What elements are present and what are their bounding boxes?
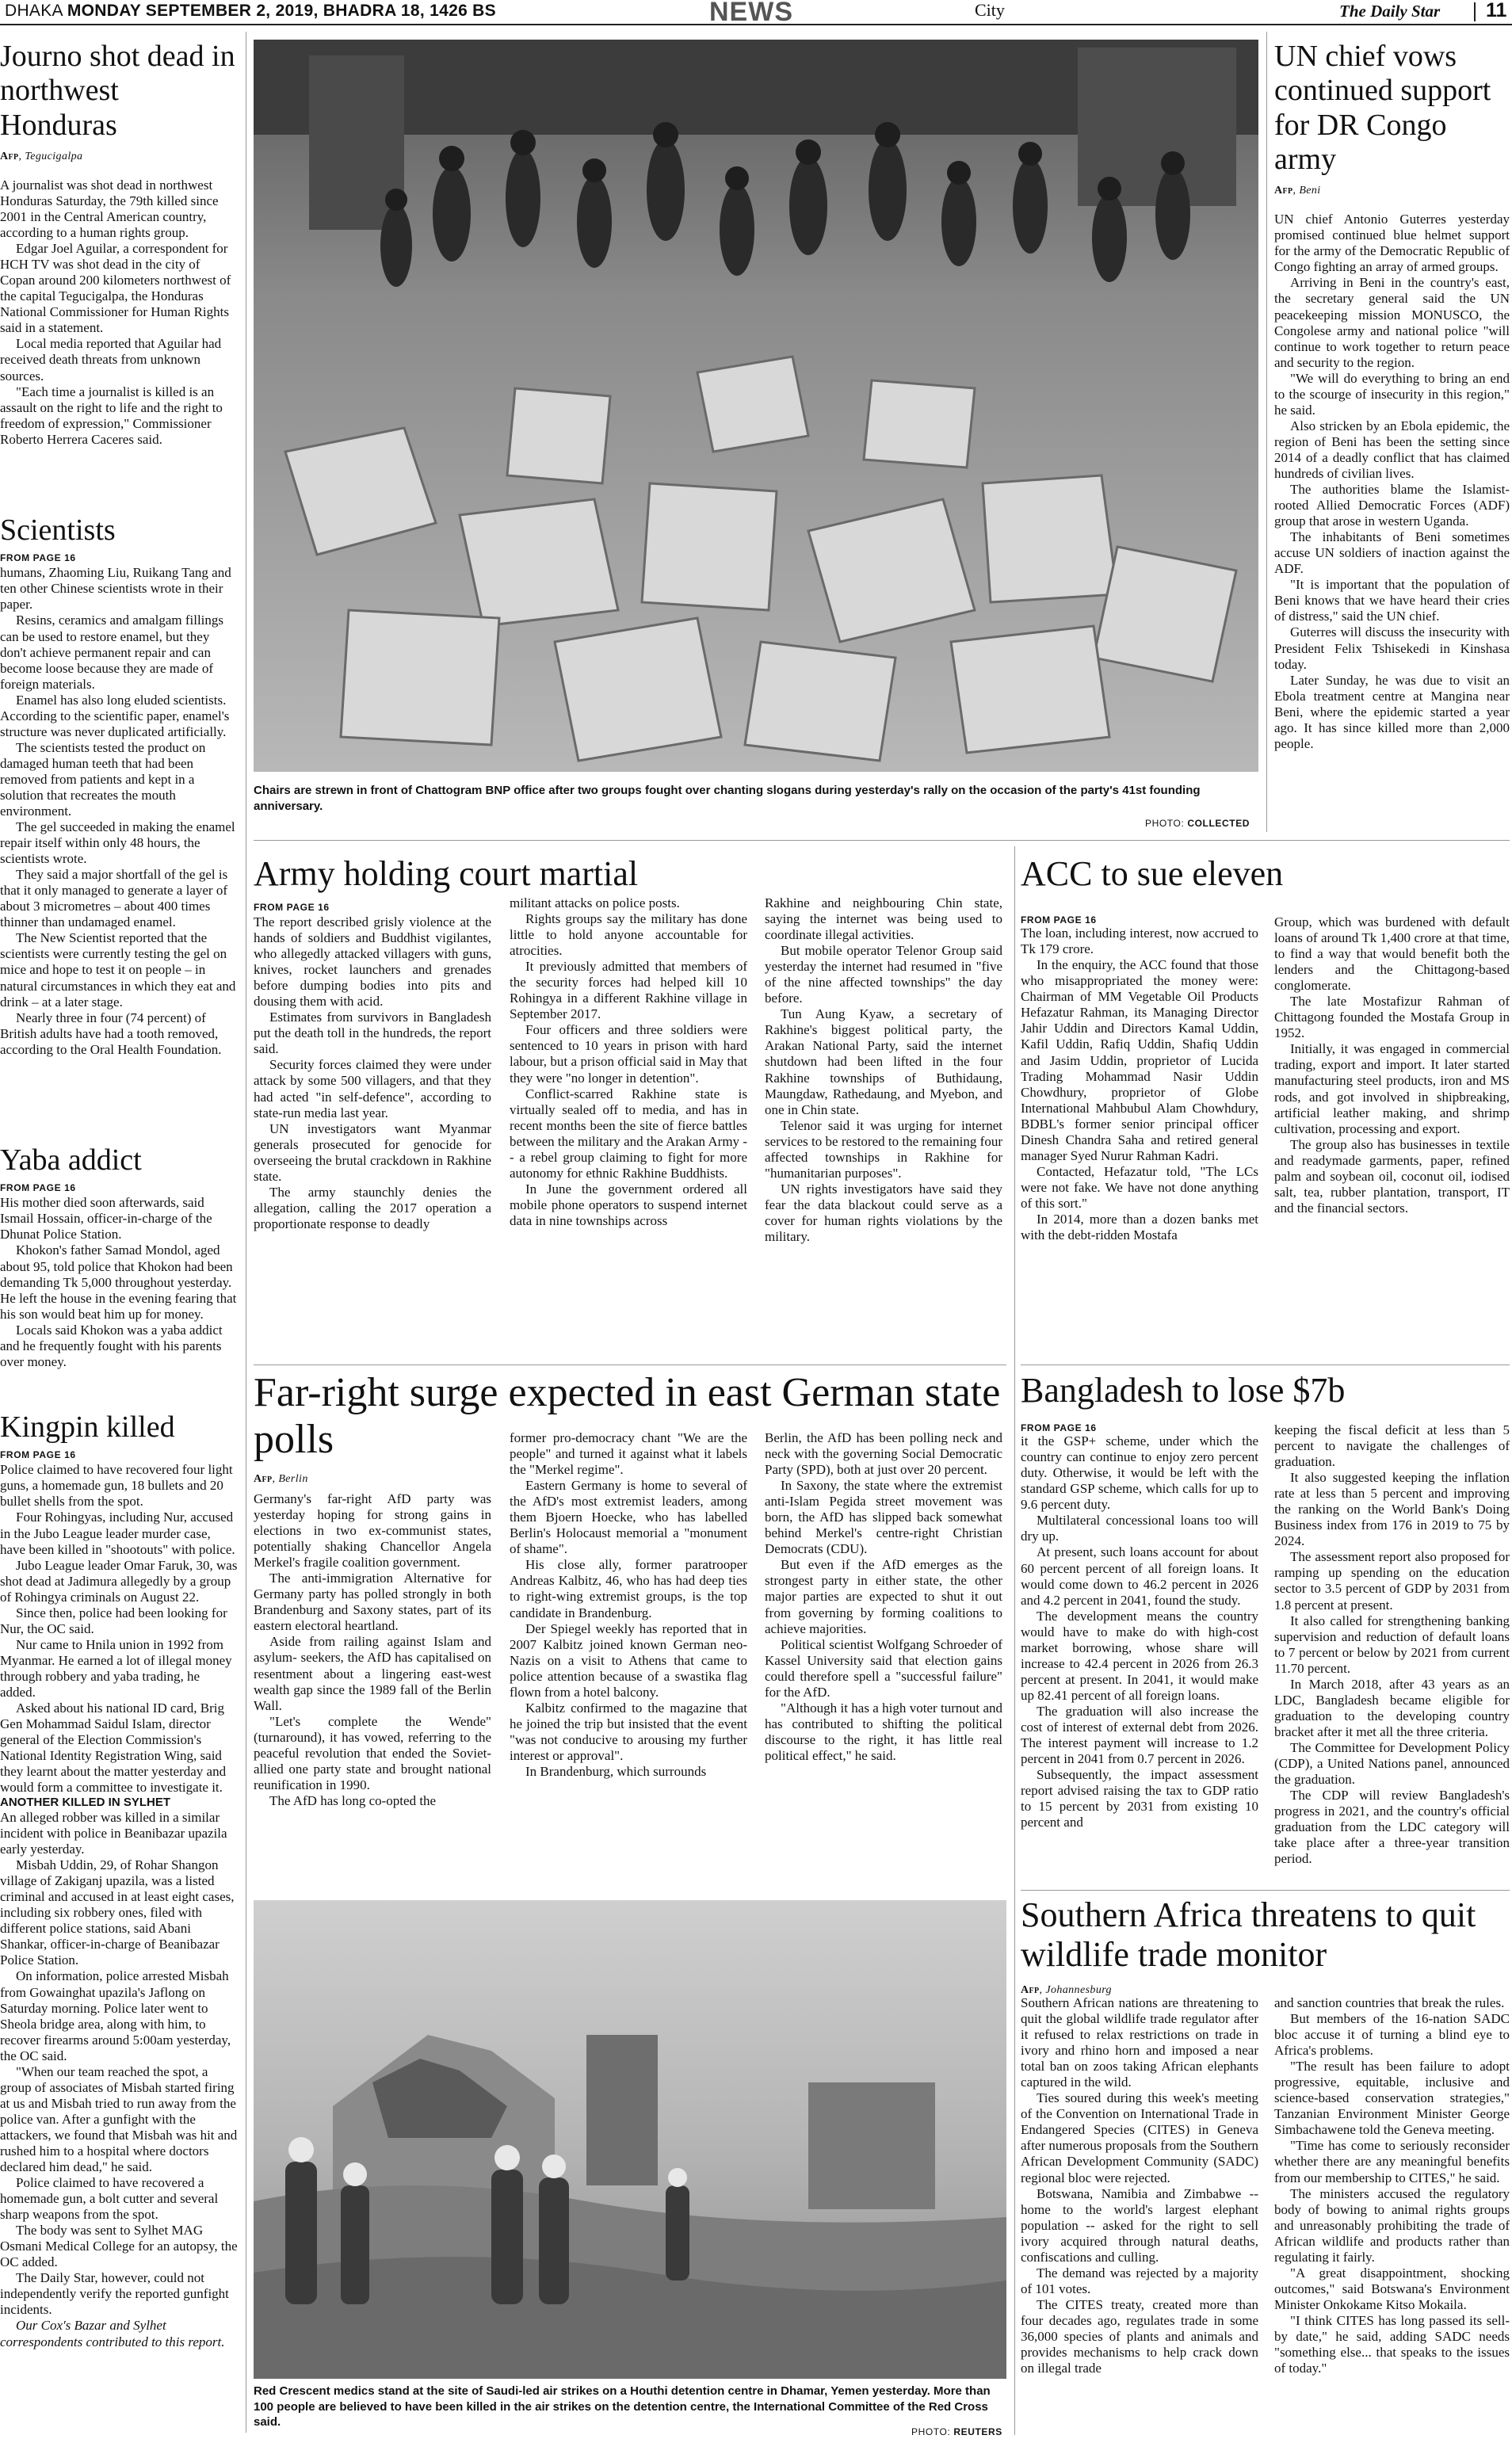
paragraph: Nur came to Hnila union in 1992 from Myanmar. He earned a lot of illegal money through robbery and yaba trading, he added. [0, 1636, 232, 1700]
article-column [1021, 914, 1258, 1358]
section-name: NEWS [709, 0, 793, 27]
paragraph: An alleged robber was killed in a similar incident with police in Beanibazar upazila early yesterday. [0, 1809, 227, 1857]
paragraph: But mobile operator Telenor Group said yesterday the internet had resumed in "five of the nine affected townships" the day before. [765, 943, 1002, 1006]
paragraph: Local media reported that Aguilar had received death threats from unknown sources. [0, 336, 222, 384]
newspaper-logo: The Daily Star [1339, 2, 1441, 21]
paragraph: Asked about his national ID card, Brig Gen Mohammad Saidul Islam, director general of the Election Commission's National Identity Registration Wing, said they learnt about the matter yesterday and would form a committee to investigate it. [0, 1700, 227, 1796]
paragraph: The New Scientist reported that the scientists were currently testing the gel on mice and hope to test it on people – in natural circumstances in which they eat and drink – at a later stage. [0, 930, 236, 1010]
article-column [510, 1430, 747, 1886]
paragraph: His mother died soon afterwards, said Ismail Hossain, officer-in-charge of the Dhunat Police Station. [0, 1195, 212, 1242]
article-byline: Afp, Tegucigalpa [0, 150, 83, 162]
article-southern-africa [1021, 1895, 1510, 1997]
paragraph: Subsequently, the impact assessment report advised raising the tax to GDP ratio to 15 percent by 2031 from existing 10 percent and [1021, 1767, 1258, 1830]
article-body [0, 177, 238, 448]
paragraph: Four officers and three soldiers were sentenced to 10 years in prison with hard labour, but a prison official said in May that they were "no longer in detention". [510, 1022, 747, 1086]
paragraph: Southern African nations are threatening to quit the global wildlife trade regulator after it refused to relax restrictions on trade in ivory and rhino horn and imposed a near total ban on zoos taking African elephants captured in the wild. [1021, 1995, 1258, 2090]
paragraph: His close ally, former paratrooper Andreas Kalbitz, 46, who has had deep ties to right-wing extremist groups, is the top candidate in Brandenburg. [510, 1557, 747, 1620]
paragraph: The CITES treaty, created more than four decades ago, regulates trade in some 36,000 species of plants and animals and provides mechanisms to help crack down on illegal trade [1021, 2296, 1258, 2376]
paragraph: The development means the country would have to make do with high-cost market borrowing, whose share will increase to 42.4 percent in 2026 from 26.3 percent at present. In 2041, it would make up 82.41 percent of all foreign loans. [1021, 1608, 1258, 1703]
paragraph: Edgar Joel Aguilar, a correspondent for HCH TV was shot dead in the city of Copan around 200 kilometers northwest of the capital Tegucigalpa, the Honduras National Commissioner for Human Rights said in a statement. [0, 241, 231, 336]
paragraph: In the enquiry, the ACC found that those who misappropriated the money were: Chairman of MM Vegetable Oil Products Hefazatur Rahman, its Managing Director Jahir Uddin and Directors Kamal Uddin, Kafil Uddin, Rafiq Uddin, Shafiq Uddin and Jasim Uddin, proprietor of Lucida Trading Mohammad Nasir Uddin Chowdhury, proprietor of Globe International Mahbubul Alam Chowhdury, BDBL's former senior principal officer Dinesh Chandra Saha and retired general manager Syed Nurur Rahman Kadri. [1021, 957, 1258, 1163]
credit-label: PHOTO: [1145, 818, 1185, 829]
paragraph: In June the government ordered all mobile phone operators to suspend internet data in nine townships across [510, 1181, 747, 1228]
paragraph: UN investigators want Myanmar generals prosecuted for genocide for overseeing the brutal crackdown in Rakhine state. [254, 1120, 491, 1184]
article-byline: Afp, Berlin [254, 1472, 308, 1485]
paragraph: UN rights investigators have said they fear the data blackout could serve as a cover for human rights violations by the military. [765, 1181, 1002, 1244]
paragraph: The army staunchly denies the allegation, calling the 2017 operation a proportionate response to deadly [254, 1184, 491, 1231]
paragraph: it the GSP+ scheme, under which the country can continue to enjoy zero percent duty. Otherwise, it would be left with the standard GSP scheme, which calls for up to 9.6 percent duty. [1021, 1433, 1258, 1513]
paragraph: "Time has come to seriously reconsider whether there are any meaningful benefits from our membership to CITES," he said. [1274, 2138, 1510, 2185]
article-body [0, 1462, 238, 2349]
byline-agency: Afp [254, 1472, 273, 1485]
page-number: 11 [1486, 0, 1507, 21]
article-column [1274, 914, 1510, 1358]
paragraph: Misbah Uddin, 29, of Rohar Shangon village of Zakiganj upazila, was a listed criminal and accused in at least eight cases, including six robbery ones, filed with different police stations, said Abani Shankar, officer-in-charge of Beanibazar Police Station. [0, 1857, 235, 1968]
masthead-divider [1474, 2, 1476, 21]
paragraph: "The result has been failure to adopt progressive, equitable, inclusive and science-based conservation strategies," Tanzanian Environment Minister George Simbachawene told the Geneva meeting. [1274, 2059, 1510, 2138]
paragraph: Botswana, Namibia and Zimbabwe -- home to the world's largest elephant population -- asked for the right to sell ivory acquired through natural deaths, confiscations and culling. [1021, 2185, 1258, 2265]
article-headline: Kingpin killed [0, 1410, 175, 1444]
masthead [0, 0, 1512, 25]
paragraph: Rakhine and neighbouring Chin state, saying the internet was being used to coordinate illegal activities. [765, 895, 1002, 943]
dateline [5, 2, 496, 21]
byline-place: Johannesburg [1045, 1984, 1112, 1997]
paragraph: A journalist was shot dead in northwest Honduras Saturday, the 79th killed since 2001 in the Central American country, according to a human rights group. [0, 177, 219, 241]
byline-place: Beni [1299, 185, 1321, 197]
issue-date: MONDAY SEPTEMBER 2, 2019, BHADRA 18, 1426 BS [67, 2, 496, 20]
article-column [510, 895, 747, 1359]
paragraph: "Each time a journalist is killed is an assault on the right to life and the right to freedom of expression," Commissioner Roberto Herrera Caceres said. [0, 384, 223, 447]
paragraph: In March 2018, after 43 years as an LDC, Bangladesh became eligible for graduation to the developing country bracket after it met all the three criteria. [1274, 1676, 1510, 1739]
paragraph: The group also has businesses in textile and readymade garments, paper, refined palm and soybean oil, coconut oil, iodised salt, tea, rubber plantation, transport, IT and the financial sectors. [1274, 1136, 1510, 1216]
paragraph: The gel succeeded in making the enamel repair itself within only 48 hours, the scientists wrote. [0, 819, 235, 867]
article-bangladesh [1021, 1371, 1510, 1410]
paragraph: former pro-democracy chant "We are the people" and turned it against what it labels the "Merkel regime". [510, 1430, 747, 1478]
article-headline: ACC to sue eleven [1021, 854, 1284, 893]
article-headline: Scientists [0, 513, 116, 547]
contributor-note: Our Cox's Bazar and Sylhet correspondents contributed to this report. [0, 2318, 225, 2349]
paragraph: "A great disappointment, shocking outcomes," said Botswana's Environment Minister Onkokame Kitso Mokaila. [1274, 2265, 1510, 2312]
credit-source: COLLECTED [1187, 818, 1250, 829]
article-column [765, 895, 1002, 1359]
article-byline: Afp, Johannesburg [1021, 1984, 1112, 1997]
paragraph: The body was sent to Sylhet MAG Osmani Medical College for an autopsy, the OC added. [0, 2223, 238, 2270]
paragraph: "It is important that the population of Beni knows that we have heard their cries of distress," said the UN chief. [1274, 577, 1510, 624]
article-un-chief [1274, 40, 1510, 752]
byline-agency: Afp [0, 150, 19, 162]
article-headline: Southern Africa threatens to quit wildlife trade monitor [1021, 1895, 1476, 1975]
paragraph: Nearly three in four (74 percent) of British adults have had a tooth removed, according to the Oral Health Foundation. [0, 1010, 222, 1057]
paragraph: Der Spiegel weekly has reported that in 2007 Kalbitz joined known German neo-Nazis on a visit to Athens that came to police attention because of a swastika flag flown from a hotel balcony. [510, 1620, 747, 1700]
article-column [1274, 1995, 1510, 2436]
paragraph: Arriving in Beni in the country's east, the secretary general said the UN peacekeeping mission MONUSCO, the Congolese army and national police "will continue to work together to return peace and security to the region. [1274, 275, 1510, 370]
paragraph: Political scientist Wolfgang Schroeder of Kassel University said that election gains could therefore spell a "successful failure" for the AfD. [765, 1636, 1002, 1700]
paragraph: The assessment report also proposed for ramping up spending on the education sector to 3.5 percent of GDP by 2031 from 1.8 percent at present. [1274, 1549, 1510, 1613]
paragraph: It also suggested keeping the inflation rate at less than 5 percent and improving the ranking on the World Bank's Doing Business index from 176 in 2019 to 75 by 2024. [1274, 1470, 1510, 1549]
jump-line: FROM PAGE 16 [0, 1449, 76, 1461]
paragraph: The authorities blame the Islamist-rooted Allied Democratic Forces (ADF) group that arose in western Uganda. [1274, 482, 1510, 529]
paragraph: Police claimed to have recovered a homemade gun, a bolt cutter and several sharp weapons from the spot. [0, 2175, 219, 2223]
paragraph: They said a major shortfall of the gel is that it only managed to generate a layer of about 3 micrometres – about 400 times thinner than undamaged enamel. [0, 867, 228, 930]
paragraph: The Committee for Development Policy (CDP), a United Nations panel, announced the graduation. [1274, 1739, 1510, 1788]
photo-caption: Chairs are strewn in front of Chattogram BNP office after two groups fought over chanting slogans during yesterday's rally on the occasion of the party's 41st founding anniversary. [254, 784, 1201, 813]
byline-place: Berlin [278, 1472, 308, 1485]
column-rule [1014, 846, 1015, 2435]
article-journo [0, 40, 238, 448]
byline-agency: Afp [1274, 185, 1293, 197]
paragraph: The report described grisly violence at the hands of soldiers and Buddhist vigilantes, who allegedly attacked villagers with guns, knives, rocket launchers and grenades before dumping bodies into pits and dousing them with acid. [254, 914, 491, 1010]
paragraph: Later Sunday, he was due to visit an Ebola treatment centre at Mangina near Beni, where the epidemic started a year ago. It has since killed more than 2,000 people. [1274, 672, 1510, 751]
paragraph: Berlin, the AfD has been polling neck and neck with the governing Social Democratic Party (SPD), both at just over 20 percent. [765, 1430, 1002, 1478]
credit-label: PHOTO: [911, 2426, 951, 2437]
paragraph: Germany's far-right AfD party was yesterday hoping for strong gains in elections in two ex-communist states, potentially shaking Chancellor Angela Merkel's fragile coalition government. [254, 1491, 491, 1571]
photo-chairs [254, 40, 1258, 772]
credit-source: REUTERS [953, 2426, 1002, 2437]
photo-caption: Red Crescent medics stand at the site of Saudi-led air strikes on a Houthi detention centre in Dhamar, Yemen yesterday. More than 100 people are believed to have been killed in the air strikes on the detention centre, the International Committee of the Red Cross said. [254, 2384, 991, 2429]
paragraph: Four Rohingyas, including Nur, accused in the Jubo League leader murder case, have been killed in "shootouts" with police. [0, 1510, 235, 1557]
paragraph: Conflict-scarred Rakhine state is virtually sealed off to media, and has in recent months been the site of fierce battles between the military and the Arakan Army -- a rebel group claiming to fight for more autonomy for ethnic Rakhine Buddhists. [510, 1086, 747, 1181]
article-kingpin [0, 1410, 238, 2350]
paragraph: On information, police arrested Misbah from Gowainghat upazila's Jaflong on Saturday morning. Police later went to Sheola bridge area, along with him, to recover firearms around 5:00am yesterday, the OC said. [0, 1968, 231, 2063]
paragraph: It previously admitted that members of the security forces had helped kill 10 Rohingya in a different Rakhine village in September 2017. [510, 959, 747, 1022]
paragraph: At present, such loans account for about 60 percent percent of all foreign loans. It would come down to 46.2 percent in 2026 and 4.2 percent in 2041, found the study. [1021, 1544, 1258, 1608]
article-column [1021, 1995, 1258, 2436]
paragraph: Police claimed to have recovered four light guns, a homemade gun, 18 bullets and 20 bullet shells from the spot. [0, 1462, 233, 1510]
paragraph: The scientists tested the product on damaged human teeth that had been removed from patients and kept in a solution that recreates the mouth environment. [0, 739, 206, 819]
article-body [1274, 212, 1510, 752]
article-column [254, 1491, 491, 1884]
paragraph: Guterres will discuss the insecurity with President Felix Tshisekedi in Kinshasa today. [1274, 624, 1510, 672]
article-headline: Yaba addict [0, 1143, 142, 1177]
article-subhead: ANOTHER KILLED IN SYLHET [0, 1796, 171, 1810]
article-headline: UN chief vows continued support for DR Congo army [1274, 40, 1491, 176]
paragraph: Initially, it was engaged in commercial trading, export and import. It later started manufacturing steel products, iron and MS rods, and got involved in shipbreaking, artificial leather making, and shrimp cultivation, processing and export. [1274, 1041, 1510, 1136]
paragraph: Telenor said it was urging for internet services to be restored to the remaining four affected townships in Rakhine for "humanitarian purposes". [765, 1117, 1002, 1181]
paragraph: But members of the 16-nation SADC bloc accuse it of turning a blind eye to Africa's problems. [1274, 2011, 1510, 2059]
jump-line: FROM PAGE 16 [0, 1182, 76, 1194]
jump-line: FROM PAGE 16 [0, 552, 76, 564]
section-rule [1021, 1890, 1510, 1891]
paragraph: "We will do everything to bring an end to the scourge of insecurity in this region," he said. [1274, 370, 1510, 418]
paragraph: The graduation will also increase the cost of interest of external debt from 2026. The interest payment will increase to 1.2 percent in 2041 from 0.7 percent in 2026. [1021, 1703, 1258, 1767]
paragraph: The loan, including interest, now accrued to Tk 179 crore. [1021, 926, 1258, 957]
byline-agency: Afp [1021, 1984, 1040, 1997]
article-body [0, 1195, 238, 1370]
paragraph: The Daily Star, however, could not independently verify the reported gunfight incidents. [0, 2270, 229, 2318]
paragraph: Since then, police had been looking for Nur, the OC said. [0, 1605, 227, 1636]
paragraph: Resins, ceramics and amalgam fillings can be used to restore enamel, but they don't achieve permanent repair and can become loose because they are made of foreign materials. [0, 613, 224, 692]
paragraph: militant attacks on police posts. [510, 895, 680, 910]
paragraph: The anti-immigration Alternative for Germany party has polled strongly in both Brandenburg and Saxony states, part of its eastern electoral heartland. [254, 1571, 491, 1634]
article-column [765, 1430, 1002, 1886]
paragraph: Locals said Khokon was a yaba addict and he frequently fought with his parents over money. [0, 1322, 223, 1369]
paragraph: "Let's complete the Wende" (turnaround), it has vowed, referring to the peaceful revolution that ended the Soviet-allied one party state and brought national reunification in 1990. [254, 1713, 491, 1792]
article-column [1274, 1422, 1510, 1876]
paragraph: The AfD has long co-opted the [269, 1792, 437, 1808]
paragraph: Kalbitz confirmed to the magazine that he joined the trip but insisted that the event "was not conducive to arousing my further interest or approval". [510, 1700, 747, 1763]
paragraph: Multilateral concessional loans too will dry up. [1021, 1513, 1258, 1544]
jump-line: FROM PAGE 16 [1021, 1422, 1097, 1433]
section-rule [254, 840, 1510, 841]
paragraph: Khokon's father Samad Mondol, aged about 95, told police that Khokon had been demanding Tk 5,000 throughout yesterday. He left the house in the evening fearing that his son would beat him up for money. [0, 1242, 237, 1322]
paragraph: Also stricken by an Ebola epidemic, the region of Beni has been the setting since 2014 of a deadly conflict that has claimed hundreds of civilian lives. [1274, 418, 1510, 481]
jump-line: FROM PAGE 16 [1021, 914, 1097, 926]
paragraph: The late Mostafizur Rahman of Chittagong founded the Mostafa Group in 1952. [1274, 994, 1510, 1041]
paragraph: In Brandenburg, which surrounds [525, 1763, 707, 1779]
article-headline: Far-right surge expected in east German state polls [254, 1370, 1001, 1463]
paragraph: Security forces claimed they were under attack by some 500 villagers, and that they had acted "in self-defence", according to state-run media last year. [254, 1057, 491, 1120]
paragraph: Enamel has also long eluded scientists. According to the scientific paper, enamel's structure was never duplicated artificially. [0, 692, 230, 739]
article-body [0, 565, 238, 1057]
paragraph: Ties soured during this week's meeting of the Convention on International Trade in Endangered Species (CITES) in Geneva after numerous proposals from the Southern African Development Community (SADC) regional bloc were rejected. [1021, 2090, 1258, 2185]
paragraph: In 2014, more than a dozen banks met with the debt-ridden Mostafa [1021, 1212, 1258, 1243]
paragraph: The demand was rejected by a majority of 101 votes. [1021, 2265, 1258, 2296]
paragraph: "Although it has a high voter turnout and has contributed to shifting the political discourse to the right, it has little real political effect," he said. [765, 1700, 1002, 1763]
paragraph: In Saxony, the state where the extremist anti-Islam Pegida street movement was born, the AfD has slipped back somewhat behind Merkel's centre-right Christian Democrats (CDU). [765, 1478, 1002, 1557]
article-acc [1021, 854, 1510, 894]
photo-yemen [254, 1900, 1006, 2379]
article-yaba [0, 1143, 238, 1370]
paragraph: Estimates from survivors in Bangladesh put the death toll in the hundreds, the report said. [254, 1010, 491, 1057]
paragraph: The inhabitants of Beni sometimes accuse UN soldiers of inaction against the ADF. [1274, 529, 1510, 577]
city-name: DHAKA [5, 2, 63, 20]
article-headline: Army holding court martial [254, 854, 639, 893]
article-scientists [0, 513, 238, 1058]
article-headline: Journo shot dead in northwest Honduras [0, 40, 235, 142]
paragraph: The CDP will review Bangladesh's progress in 2021, and the country's official graduation from the LDC category will take place after a three-year transition period. [1274, 1788, 1510, 1867]
paragraph: Aside from railing against Islam and asylum- seekers, the AfD has capitalised on resentment about a lingering east-west wealth gap since the 1989 fall of the Berlin Wall. [254, 1634, 491, 1713]
paragraph: and sanction countries that break the rules. [1274, 1995, 1505, 2010]
article-column [254, 914, 491, 1358]
subsection-name: City [975, 0, 1005, 20]
jump-line: FROM PAGE 16 [254, 902, 330, 914]
paragraph: "When our team reached the spot, a group of associates of Misbah started firing at us and Misbah tried to run away from the police van. After a gunfight with the attackers, we found that Misbah was hit and rushed him to a hospital where doctors declared him dead," he said. [0, 2063, 238, 2175]
chairs-photo-icon [254, 40, 1258, 772]
ruins-photo-icon [254, 1900, 1006, 2379]
paragraph: But even if the AfD emerges as the strongest party in either state, the other major parties are expected to shut it out from governing by forming coalitions to achieve majorities. [765, 1557, 1002, 1636]
byline-place: Tegucigalpa [25, 150, 83, 162]
paragraph: keeping the fiscal deficit at less than 5 percent to navigate the challenges of graduation. [1274, 1422, 1510, 1470]
paragraph: humans, Zhaoming Liu, Ruikang Tang and ten other Chinese scientists wrote in their paper. [0, 565, 231, 613]
paragraph: "I think CITES has long passed its sell-by date," he said, adding SADC needs "something else... that speaks to the issues of today." [1274, 2312, 1510, 2376]
photo-credit [911, 2426, 1002, 2437]
paragraph: Tun Aung Kyaw, a secretary of Rakhine's biggest political party, the Arakan National Party, said the internet shutdown had been lifted in the four Rakhine townships of Buthidaung, Maungdaw, Rathedaung, and Myebon, and one in Chin state. [765, 1006, 1002, 1117]
photo-credit [1145, 818, 1250, 829]
article-headline: Bangladesh to lose $7b [1021, 1371, 1346, 1410]
paragraph: Jubo League leader Omar Faruk, 30, was shot dead at Jadimura allegedly by a group of Rohingya criminals on August 22. [0, 1557, 238, 1605]
article-column [1021, 1422, 1258, 1876]
paragraph: Group, which was burdened with default loans of around Tk 1,400 crore at that time, to find a way that would benefit both the lenders and the Chittagong-based conglomerate. [1274, 914, 1510, 994]
paragraph: It also called for strengthening banking supervision and reduction of default loans to 7 percent or below by 2021 from current 11.70 percent. [1274, 1613, 1510, 1676]
paragraph: The ministers accused the regulatory body of bowing to animal rights groups and unreasonably prohibiting the trade of African wildlife and products rather than regulating it fairly. [1274, 2185, 1510, 2265]
paragraph: Contacted, Hefazatur told, "The LCs were not fake. We have not done anything of this sort." [1021, 1163, 1258, 1211]
paragraph: Eastern Germany is home to several of the AfD's most extremist leaders, among them Bjoern Hoecke, who has labelled Berlin's Holocaust memorial a "monument of shame". [510, 1478, 747, 1557]
paragraph: UN chief Antonio Guterres yesterday promised continued blue helmet support for the army of the Democratic Republic of Congo fighting an array of armed groups. [1274, 212, 1510, 275]
article-byline: Afp, Beni [1274, 185, 1321, 197]
paragraph: Rights groups say the military has done little to hold anyone accountable for atrocities. [510, 911, 747, 959]
column-rule [1266, 32, 1267, 832]
